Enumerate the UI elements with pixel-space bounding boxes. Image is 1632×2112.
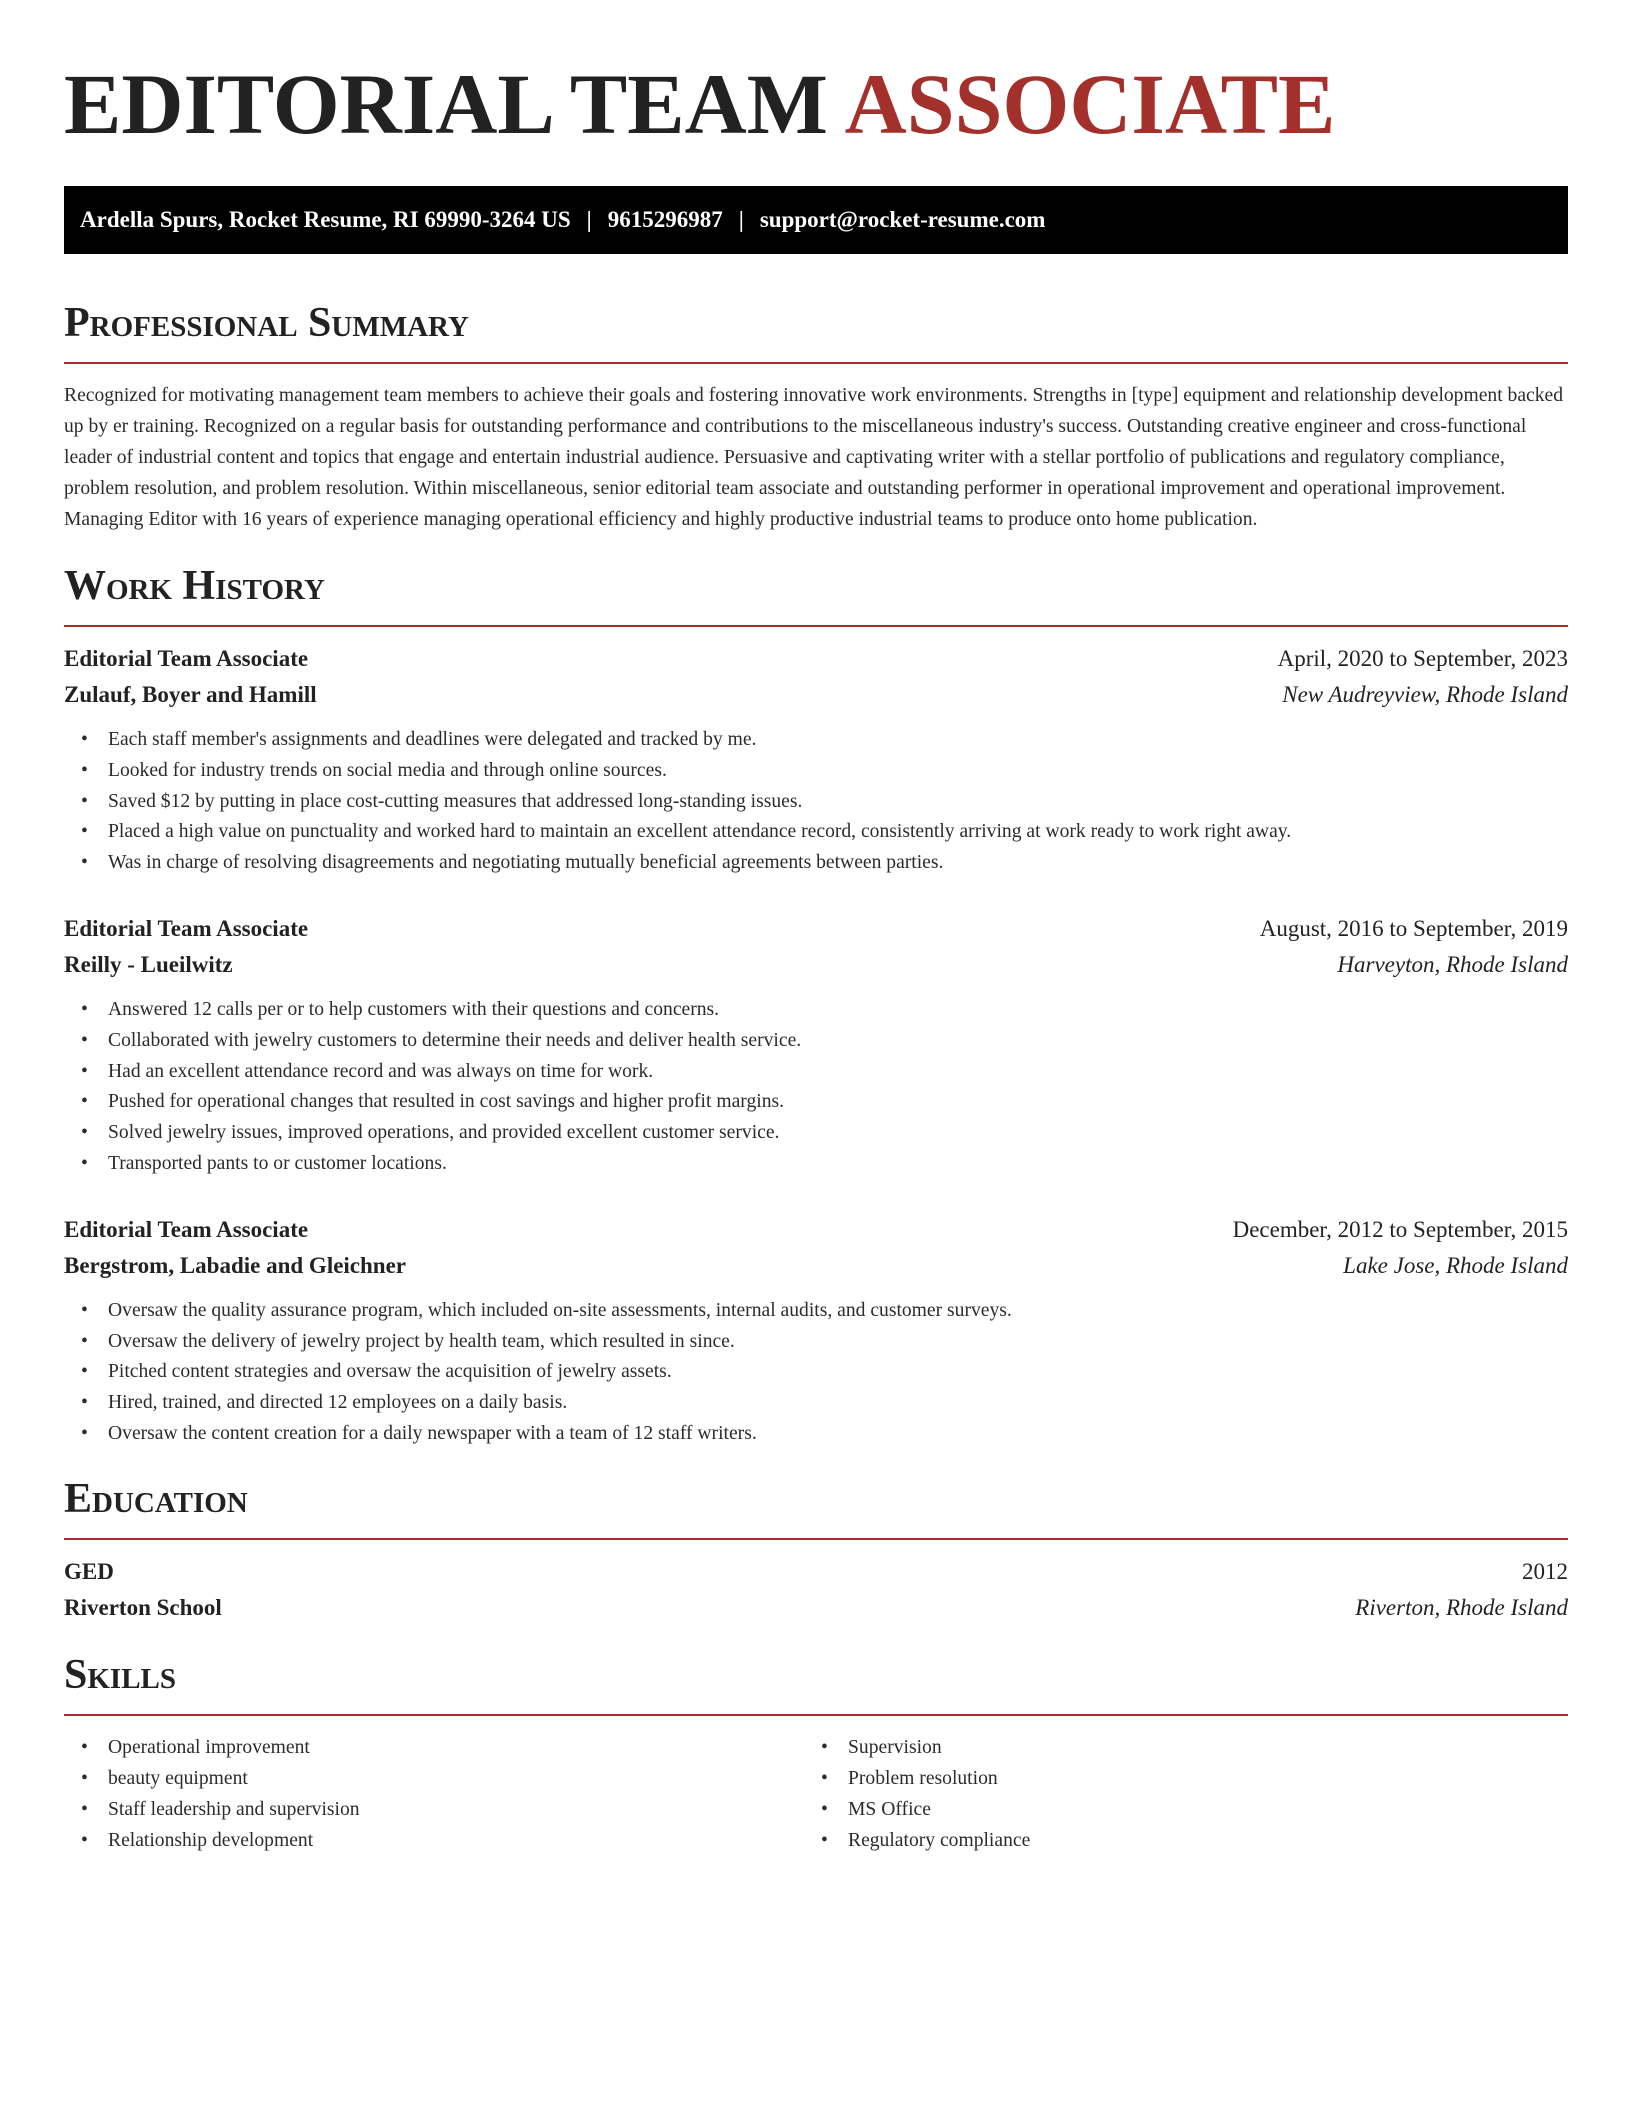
section-heading-summary: Professional Summary	[64, 298, 1568, 364]
skill-item: • MS Office	[804, 1794, 1544, 1825]
skill-item: • Relationship development	[64, 1825, 804, 1856]
job-dates: August, 2016 to September, 2019	[1259, 915, 1568, 941]
skill-item: • Operational improvement	[64, 1732, 804, 1763]
contact-address: Ardella Spurs, Rocket Resume, RI 69990-3264 US	[80, 207, 571, 232]
contact-separator: |	[738, 207, 744, 232]
job-location: Harveyton, Rhode Island	[1337, 951, 1568, 977]
resume-title	[64, 56, 1568, 152]
skill-item: • Problem resolution	[804, 1763, 1544, 1794]
job-dates: April, 2020 to September, 2023	[1277, 646, 1568, 671]
education-school: Riverton School	[64, 1594, 222, 1620]
title-accent: ASSOCIATE	[844, 56, 1336, 152]
job-bullet: • Was in charge of resolving disagreements and negotiating mutually beneficial agreements between parties.	[64, 848, 1568, 879]
job-title: Editorial Team Associate	[64, 915, 309, 941]
job-company-row	[64, 1248, 1568, 1284]
job-bullets	[64, 1296, 1568, 1450]
job-location: New Audreyview, Rhode Island	[1282, 682, 1568, 707]
summary-text: Recognized for motivating management team members to achieve their goals and fostering innovative work environments. Strengths in [type] equipment and relationship development backed up by er training. Recognized on a regular basis for outstanding performance and contributions to the miscellaneous industry's success. Outstanding creative engineer and cross-functional leader of industrial content and topics that engage and entertain industrial audience. Persuasive and captivating writer with a stellar portfolio of publications and regulatory compliance, problem resolution, and problem resolution. Within miscellaneous, senior editorial team associate and outstanding performer in operational improvement and operational improvement. Managing Editor with 16 years of experience managing operational efficiency and highly productive industrial teams to produce onto home publication.	[64, 385, 1564, 530]
skill-item: • beauty equipment	[64, 1763, 804, 1794]
section-heading-work: Work History	[64, 561, 1568, 627]
job-header-row	[64, 1212, 1568, 1248]
job-title: Editorial Team Associate	[64, 646, 309, 671]
work-history-section	[64, 561, 1568, 1450]
section-heading-education: Education	[64, 1474, 1568, 1540]
skills-list	[804, 1732, 1544, 1856]
skills-columns	[64, 1732, 1568, 1856]
job-bullet: • Solved jewelry issues, improved operations, and provided excellent customer service.	[64, 1118, 1568, 1149]
job-entry	[64, 911, 1568, 1180]
job-company: Bergstrom, Labadie and Gleichner	[64, 1252, 407, 1278]
contact-bar	[64, 186, 1568, 254]
job-bullets	[64, 725, 1568, 879]
skill-item: • Staff leadership and supervision	[64, 1794, 804, 1825]
job-bullet: • Transported pants to or customer locations.	[64, 1149, 1568, 1180]
job-location: Lake Jose, Rhode Island	[1343, 1252, 1568, 1278]
skills-column-left	[64, 1732, 804, 1856]
job-bullet: • Had an excellent attendance record and was always on time for work.	[64, 1057, 1568, 1088]
job-entry	[64, 641, 1568, 879]
job-bullet: • Oversaw the content creation for a daily newspaper with a team of 12 staff writers.	[64, 1419, 1568, 1450]
job-dates: December, 2012 to September, 2015	[1232, 1216, 1568, 1242]
skill-item: • Regulatory compliance	[804, 1825, 1544, 1856]
section-heading-skills: Skills	[64, 1650, 1568, 1716]
contact-email: support@rocket-resume.com	[759, 207, 1046, 232]
job-header-row	[64, 911, 1568, 947]
title-main: EDITORIAL TEAM	[64, 56, 828, 152]
job-bullet: • Each staff member's assignments and deadlines were delegated and tracked by me.	[64, 725, 1568, 756]
job-bullet: • Pitched content strategies and oversaw the acquisition of jewelry assets.	[64, 1357, 1568, 1388]
job-company-row	[64, 947, 1568, 983]
job-header-row	[64, 641, 1568, 677]
education-degree-row	[64, 1554, 1568, 1590]
education-school-row	[64, 1590, 1568, 1626]
contact-phone: 9615296987	[607, 207, 723, 232]
education-location: Riverton, Rhode Island	[1355, 1594, 1568, 1620]
education-entry	[64, 1554, 1568, 1626]
contact-separator: |	[586, 207, 592, 232]
job-bullets	[64, 995, 1568, 1180]
job-title: Editorial Team Associate	[64, 1216, 309, 1242]
education-degree: GED	[64, 1558, 114, 1584]
job-bullet: • Pushed for operational changes that resulted in cost savings and higher profit margins.	[64, 1087, 1568, 1118]
summary-section	[64, 298, 1568, 535]
education-section	[64, 1474, 1568, 1626]
job-entry	[64, 1212, 1568, 1450]
skills-column-right	[804, 1732, 1544, 1856]
job-bullet: • Hired, trained, and directed 12 employees on a daily basis.	[64, 1388, 1568, 1419]
job-company-row	[64, 677, 1568, 713]
job-bullet: • Collaborated with jewelry customers to determine their needs and deliver health service.	[64, 1026, 1568, 1057]
skills-section	[64, 1650, 1568, 1856]
job-bullet: • Saved $12 by putting in place cost-cutting measures that addressed long-standing issues.	[64, 787, 1568, 818]
job-bullet: • Oversaw the delivery of jewelry project by health team, which resulted in since.	[64, 1327, 1568, 1358]
job-bullet: • Looked for industry trends on social media and through online sources.	[64, 756, 1568, 787]
job-company: Zulauf, Boyer and Hamill	[64, 682, 317, 707]
job-company: Reilly - Lueilwitz	[64, 951, 233, 977]
job-bullet: • Oversaw the quality assurance program, which included on-site assessments, internal audits, and customer surveys.	[64, 1296, 1568, 1327]
job-bullet: • Placed a high value on punctuality and worked hard to maintain an excellent attendance record, consistently arriving at work ready to work right away.	[64, 817, 1568, 848]
job-bullet: • Answered 12 calls per or to help customers with their questions and concerns.	[64, 995, 1568, 1026]
skills-list	[64, 1732, 804, 1856]
education-year: 2012	[1522, 1558, 1568, 1584]
skill-item: • Supervision	[804, 1732, 1544, 1763]
